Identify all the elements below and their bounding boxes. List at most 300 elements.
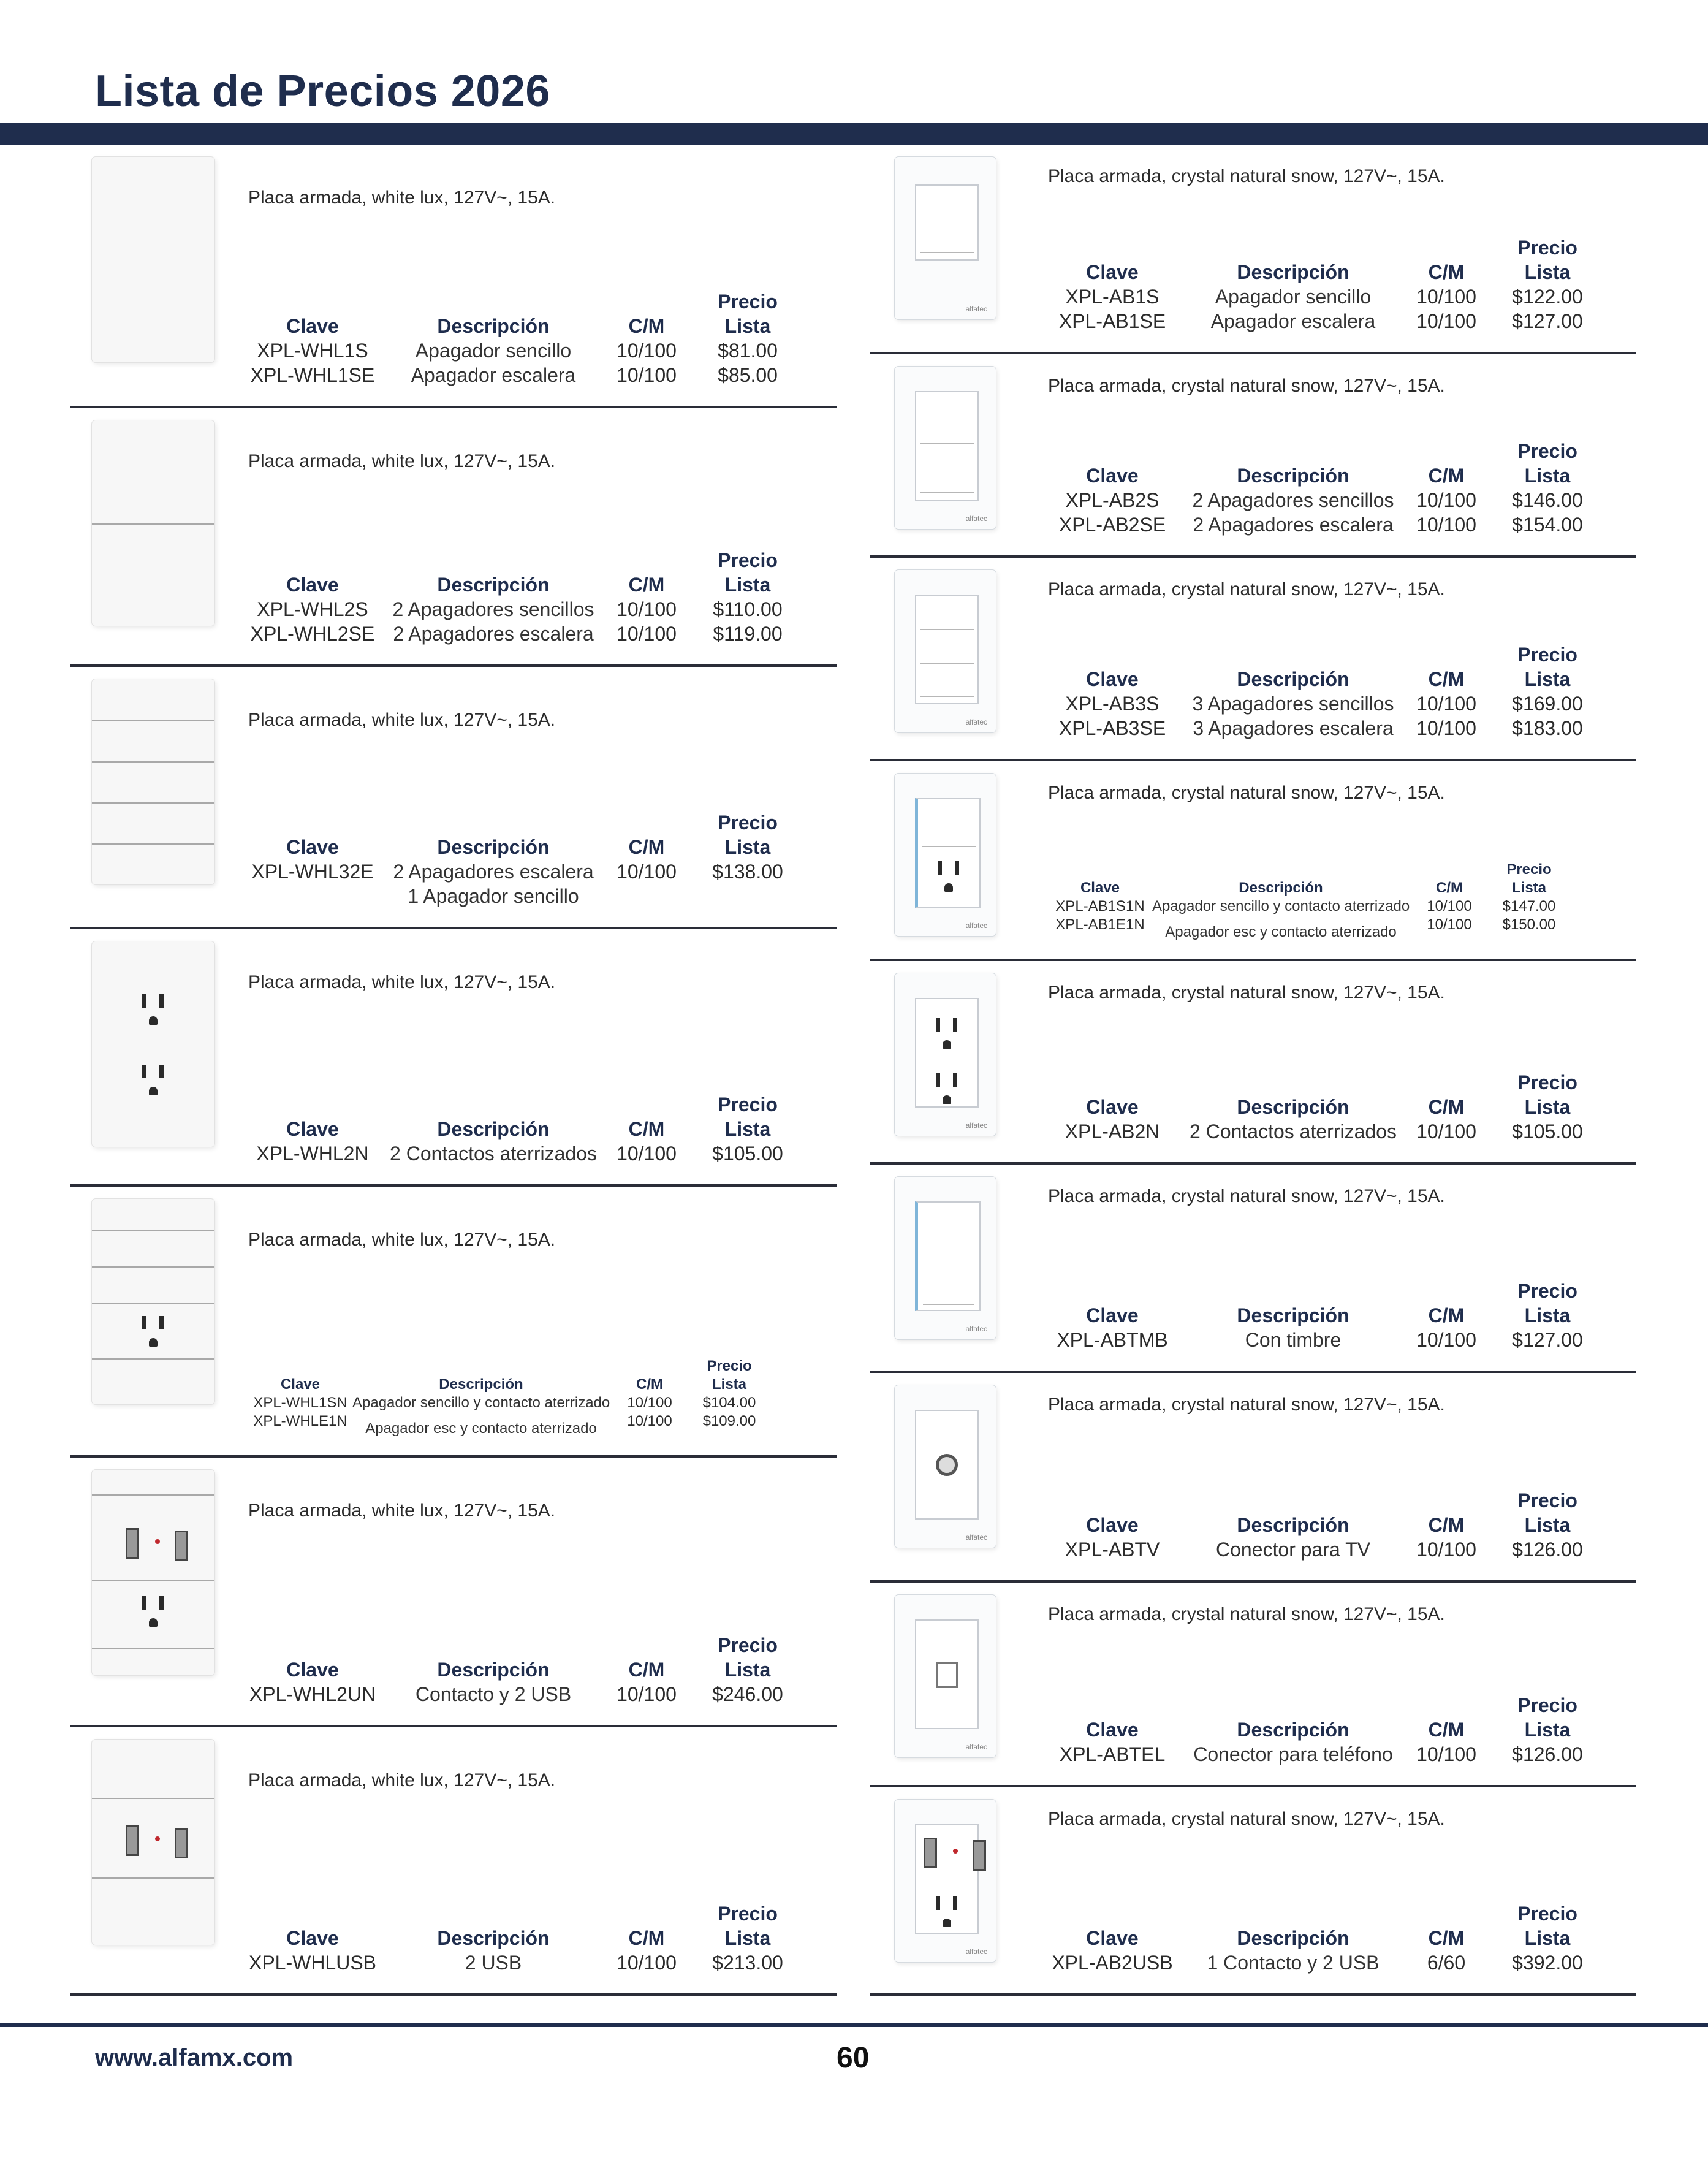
column-header-descripcion: Descripción — [1237, 1927, 1349, 1949]
crystal-doorbell-plate-icon — [895, 1177, 996, 1339]
column-header-descripcion: Descripción — [1237, 465, 1349, 487]
column-header-cm: C/M — [1428, 1514, 1465, 1536]
outlet-slot — [953, 1073, 957, 1087]
outlet-ground-hole — [149, 1618, 158, 1627]
column-header-descripcion: Descripción — [1237, 1304, 1349, 1326]
price-item — [70, 1458, 837, 1727]
table-cell-cm: 10/100 — [1416, 717, 1476, 739]
brand-logo: alfatec — [965, 514, 987, 523]
column-header-clave: Clave — [280, 1376, 321, 1393]
plate-inner-frame — [915, 798, 981, 908]
column-header-precio: Precio — [718, 1634, 778, 1656]
plate-inner-frame — [915, 1824, 979, 1934]
table-cell-cm: 10/100 — [1416, 693, 1476, 715]
table-cell-cm: 10/100 — [1416, 514, 1476, 536]
price-item — [870, 145, 1636, 354]
product-description: Placa armada, crystal natural snow, 127V~, 15A. — [1048, 983, 1445, 1003]
column-header-cm: C/M — [1428, 1927, 1465, 1949]
table-cell-precio: $119.00 — [713, 623, 783, 645]
table-cell-clave: XPL-AB1S — [1065, 286, 1160, 308]
footer-band — [0, 2023, 1708, 2027]
column-header-descripcion: Descripción — [437, 1927, 550, 1949]
column-header-descripcion: Descripción — [1237, 1096, 1349, 1118]
crystal-triple-switch-plate-icon — [895, 570, 996, 732]
column-header-precio: Precio — [1517, 1071, 1577, 1094]
table-cell-cm: 10/100 — [1427, 916, 1472, 933]
price-item — [870, 1165, 1636, 1373]
column-header-cm: C/M — [1436, 880, 1463, 896]
column-header-precio: Precio — [1517, 237, 1577, 259]
table-cell-descripcion: 2 Contactos aterrizados — [390, 1143, 597, 1165]
table-cell-descripcion: Conector para teléfono — [1193, 1743, 1393, 1765]
switch-toggle — [920, 666, 974, 697]
outlet-slot — [159, 1316, 164, 1329]
table-cell-precio: $122.00 — [1512, 286, 1583, 308]
outlet-ground-hole — [149, 1087, 158, 1095]
column-header-descripcion: Descripción — [1237, 1514, 1349, 1536]
switch-toggle — [920, 189, 974, 253]
column-header-descripcion: Descripción — [437, 836, 550, 858]
footer-website-link[interactable]: www.alfamx.com — [95, 2044, 294, 2071]
column-header-descripcion: Descripción — [437, 1118, 550, 1140]
outlet-ground-hole — [944, 883, 953, 892]
table-cell-clave: XPL-AB2S — [1065, 489, 1160, 511]
table-cell-precio: $150.00 — [1502, 916, 1556, 933]
product-description: Placa armada, crystal natural snow, 127V~, 15A. — [1048, 1186, 1445, 1206]
column-header-cm: C/M — [628, 1659, 665, 1681]
column-header-precio: Precio — [707, 1358, 752, 1374]
table-cell-precio: $213.00 — [712, 1952, 783, 1974]
outlet-slot — [953, 1896, 957, 1910]
table-cell-precio: $127.00 — [1512, 1329, 1583, 1351]
table-cell-precio: $81.00 — [718, 340, 778, 362]
table-cell-cm: 6/60 — [1427, 1952, 1466, 1974]
table-cell-clave: XPL-AB1S1N — [1055, 898, 1145, 915]
switch-rocker — [92, 1230, 214, 1231]
column-header-clave: Clave — [1080, 880, 1120, 896]
table-cell-descripcion: 3 Apagadores escalera — [1193, 717, 1394, 739]
column-header-clave: Clave — [286, 836, 339, 858]
table-cell-descripcion: Apagador esc y contacto aterrizado — [365, 1420, 597, 1437]
column-header-cm: C/M — [628, 1118, 665, 1140]
price-item — [70, 1187, 837, 1458]
single-switch-plate-icon — [92, 157, 214, 362]
column-header-lista: Lista — [724, 574, 771, 596]
table-cell-descripcion: 2 Apagadores escalera — [393, 861, 594, 883]
crystal-tv-connector-plate-icon — [895, 1385, 996, 1548]
table-cell-descripcion: Apagador esc y contacto aterrizado — [1165, 924, 1397, 940]
column-header-clave: Clave — [286, 1927, 339, 1949]
outlet-slot — [938, 861, 942, 875]
table-cell-descripcion: 2 Apagadores escalera — [393, 623, 594, 645]
column-header-descripcion: Descripción — [1237, 261, 1349, 283]
table-cell-clave: XPL-AB3SE — [1058, 717, 1166, 739]
column-header-clave: Clave — [1086, 1927, 1139, 1949]
column-header-clave: Clave — [1086, 1514, 1139, 1536]
crystal-duplex-outlet-plate-icon — [895, 973, 996, 1136]
tv-coax-connector-icon — [936, 1454, 958, 1476]
outlet-slot — [142, 1065, 146, 1078]
table-cell-clave: XPL-WHL2SE — [250, 623, 375, 645]
usb-outlet-plate-icon — [92, 1470, 214, 1675]
column-header-cm: C/M — [1428, 1719, 1465, 1741]
table-cell-descripcion: 2 Apagadores sencillos — [1192, 489, 1394, 511]
table-cell-cm: 10/100 — [627, 1394, 672, 1411]
column-header-precio: Precio — [718, 1903, 778, 1925]
page-title: Lista de Precios 2026 — [95, 67, 550, 116]
brand-logo: alfatec — [965, 718, 987, 726]
column-header-precio: Precio — [1517, 1489, 1577, 1512]
outlet-ground-hole — [943, 1040, 951, 1049]
usb-port-icon — [175, 1828, 188, 1858]
led-indicator-icon — [953, 1849, 958, 1854]
phone-jack-icon — [936, 1662, 958, 1688]
brand-logo: alfatec — [965, 921, 987, 930]
outlet-slot — [142, 994, 146, 1008]
switch-toggle — [920, 396, 974, 444]
table-cell-cm: 10/100 — [1416, 1539, 1476, 1561]
column-header-cm: C/M — [636, 1376, 663, 1393]
table-cell-descripcion: 2 Apagadores sencillos — [392, 598, 594, 620]
outlet-receptacle-icon — [928, 1070, 965, 1113]
switch-rocker — [92, 1580, 214, 1581]
column-header-clave: Clave — [1086, 1719, 1139, 1741]
outlet-receptacle-icon — [135, 991, 172, 1033]
column-header-lista: Lista — [1524, 1719, 1571, 1741]
column-header-clave: Clave — [1086, 261, 1139, 283]
price-item — [870, 1373, 1636, 1583]
table-cell-clave: XPL-WHL1SN — [253, 1394, 347, 1411]
column-header-clave: Clave — [1086, 1096, 1139, 1118]
switch-rocker — [92, 843, 214, 845]
crystal-double-switch-plate-icon — [895, 367, 996, 529]
switch-outlet-plate-icon — [92, 1199, 214, 1404]
table-cell-descripcion: 2 Apagadores escalera — [1193, 514, 1394, 536]
price-item — [870, 558, 1636, 761]
plate-inner-frame — [915, 595, 979, 704]
table-cell-precio: $146.00 — [1512, 489, 1583, 511]
table-cell-clave: XPL-AB1SE — [1058, 310, 1166, 332]
product-description: Placa armada, crystal natural snow, 127V~, 15A. — [1048, 579, 1445, 599]
price-item — [870, 354, 1636, 558]
crystal-single-switch-plate-icon — [895, 157, 996, 319]
table-cell-descripcion: 1 Contacto y 2 USB — [1207, 1952, 1380, 1974]
table-cell-descripcion: Apagador sencillo y contacto aterrizado — [352, 1394, 610, 1411]
table-cell-descripcion: Apagador sencillo — [415, 340, 572, 362]
table-cell-clave: XPL-WHL32E — [251, 861, 374, 883]
plate-inner-frame — [915, 1201, 981, 1311]
plate-inner-frame — [915, 184, 979, 261]
item-divider — [70, 1993, 837, 1996]
table-cell-cm: 10/100 — [1416, 1743, 1476, 1765]
product-description: Placa armada, white lux, 127V~, 15A. — [248, 188, 556, 208]
table-cell-clave: XPL-AB2USB — [1052, 1952, 1173, 1974]
outlet-receptacle-icon — [928, 1893, 965, 1936]
column-header-descripcion: Descripción — [1239, 880, 1323, 896]
table-cell-precio: $85.00 — [718, 364, 778, 386]
price-item — [870, 1583, 1636, 1787]
table-cell-clave: XPL-WHL2UN — [249, 1683, 376, 1705]
table-cell-clave: XPL-WHL2S — [257, 598, 368, 620]
crystal-usb-outlet-plate-icon — [895, 1800, 996, 1962]
column-header-cm: C/M — [1428, 1304, 1465, 1326]
page-number: 60 — [837, 2042, 870, 2074]
table-cell-clave: XPL-ABTV — [1065, 1539, 1160, 1561]
table-cell-clave: XPL-AB3S — [1065, 693, 1160, 715]
table-cell-descripcion: 1 Apagador sencillo — [408, 885, 579, 907]
column-header-lista: Lista — [1524, 1927, 1571, 1949]
usb-plate-icon — [92, 1740, 214, 1945]
switch-rocker — [92, 1798, 214, 1799]
column-header-lista: Lista — [1524, 1514, 1571, 1536]
column-header-descripcion: Descripción — [437, 574, 550, 596]
usb-port-icon — [973, 1840, 986, 1871]
switch-toggle — [920, 446, 974, 494]
table-cell-descripcion: Apagador sencillo y contacto aterrizado — [1152, 898, 1410, 915]
table-cell-precio: $110.00 — [713, 598, 783, 620]
outlet-receptacle-icon — [135, 1061, 172, 1104]
table-cell-clave: XPL-ABTEL — [1059, 1743, 1166, 1765]
table-cell-descripcion: Con timbre — [1245, 1329, 1342, 1351]
table-cell-cm: 10/100 — [617, 623, 677, 645]
switch-rocker — [92, 802, 214, 804]
outlet-receptacle-icon — [928, 1014, 965, 1057]
table-cell-clave: XPL-AB1E1N — [1055, 916, 1145, 933]
outlet-slot — [159, 994, 164, 1008]
outlet-slot — [159, 1596, 164, 1610]
table-cell-clave: XPL-WHLE1N — [253, 1413, 347, 1429]
column-header-precio: Precio — [1517, 1903, 1577, 1925]
outlet-ground-hole — [943, 1919, 951, 1927]
switch-rocker — [92, 720, 214, 721]
product-description: Placa armada, crystal natural snow, 127V~, 15A. — [1048, 1809, 1445, 1829]
switch-rocker — [92, 1266, 214, 1268]
column-header-cm: C/M — [1428, 668, 1465, 690]
switch-rocker — [92, 1303, 214, 1304]
duplex-outlet-plate-icon — [92, 941, 214, 1147]
table-cell-clave: XPL-AB2SE — [1058, 514, 1166, 536]
outlet-slot — [142, 1316, 146, 1329]
column-header-precio: Precio — [1517, 1694, 1577, 1716]
table-cell-cm: 10/100 — [617, 598, 677, 620]
usb-port-icon — [924, 1838, 937, 1868]
column-header-lista: Lista — [724, 1659, 771, 1681]
table-cell-cm: 10/100 — [1416, 1120, 1476, 1143]
outlet-slot — [936, 1018, 940, 1032]
switch-rocker — [92, 761, 214, 763]
table-cell-cm: 10/100 — [1416, 286, 1476, 308]
item-divider — [870, 1993, 1636, 1996]
double-switch-plate-icon — [92, 420, 214, 626]
price-item — [70, 667, 837, 929]
outlet-slot — [936, 1896, 940, 1910]
table-cell-descripcion: Apagador escalera — [411, 364, 576, 386]
column-header-lista: Lista — [1524, 668, 1571, 690]
column-header-lista: Lista — [1511, 880, 1546, 896]
table-cell-precio: $138.00 — [712, 861, 783, 883]
table-cell-clave: XPL-WHL2N — [256, 1143, 369, 1165]
column-header-cm: C/M — [1428, 465, 1465, 487]
table-cell-descripcion: Conector para TV — [1216, 1539, 1370, 1561]
column-header-cm: C/M — [628, 574, 665, 596]
price-item — [70, 1727, 837, 1996]
plate-inner-frame — [915, 1410, 979, 1520]
table-cell-cm: 10/100 — [617, 1952, 677, 1974]
outlet-slot — [955, 861, 959, 875]
table-cell-precio: $104.00 — [702, 1394, 756, 1411]
switch-rocker — [92, 1358, 214, 1360]
outlet-ground-hole — [149, 1338, 158, 1347]
outlet-ground-hole — [943, 1095, 951, 1104]
product-description: Placa armada, white lux, 127V~, 15A. — [248, 1500, 556, 1521]
outlet-slot — [936, 1073, 940, 1087]
column-header-precio: Precio — [1517, 644, 1577, 666]
column-header-lista: Lista — [1524, 465, 1571, 487]
column-header-cm: C/M — [628, 315, 665, 337]
table-cell-cm: 10/100 — [617, 1143, 677, 1165]
table-cell-precio: $105.00 — [712, 1143, 783, 1165]
switch-rocker — [92, 1494, 214, 1496]
outlet-ground-hole — [149, 1016, 158, 1025]
table-cell-cm: 10/100 — [627, 1413, 672, 1429]
column-header-descripcion: Descripción — [439, 1376, 523, 1393]
switch-rocker — [92, 1648, 214, 1649]
table-cell-descripcion: 2 Contactos aterrizados — [1190, 1120, 1397, 1143]
column-header-clave: Clave — [286, 574, 339, 596]
table-cell-descripcion: 3 Apagadores sencillos — [1192, 693, 1394, 715]
column-header-clave: Clave — [1086, 465, 1139, 487]
switch-rocker — [92, 1877, 214, 1879]
table-cell-clave: XPL-WHL1SE — [250, 364, 375, 386]
table-cell-clave: XPL-WHLUSB — [248, 1952, 377, 1974]
product-description: Placa armada, white lux, 127V~, 15A. — [248, 972, 556, 992]
brand-logo: alfatec — [965, 1947, 987, 1956]
switch-toggle — [922, 803, 976, 847]
table-cell-precio: $105.00 — [1512, 1120, 1583, 1143]
price-item — [870, 761, 1636, 961]
crystal-phone-connector-plate-icon — [895, 1595, 996, 1757]
table-cell-precio: $392.00 — [1512, 1952, 1583, 1974]
table-cell-precio: $147.00 — [1502, 898, 1556, 915]
led-indicator-icon — [155, 1539, 160, 1544]
price-item — [870, 961, 1636, 1165]
column-header-clave: Clave — [1086, 668, 1139, 690]
usb-port-icon — [175, 1531, 188, 1561]
column-header-precio: Precio — [718, 549, 778, 571]
column-header-cm: C/M — [1428, 261, 1465, 283]
column-header-lista: Lista — [1524, 1096, 1571, 1118]
led-indicator-icon — [155, 1836, 160, 1841]
outlet-receptacle-icon — [135, 1312, 172, 1355]
column-header-precio: Precio — [1517, 440, 1577, 462]
column-header-clave: Clave — [1086, 1304, 1139, 1326]
column-header-precio: Precio — [718, 291, 778, 313]
switch-toggle — [920, 633, 974, 663]
table-cell-precio: $169.00 — [1512, 693, 1583, 715]
product-description: Placa armada, white lux, 127V~, 15A. — [248, 1230, 556, 1250]
table-cell-precio: $109.00 — [702, 1413, 756, 1429]
table-cell-cm: 10/100 — [1427, 898, 1472, 915]
column-header-lista: Lista — [1524, 1304, 1571, 1326]
product-description: Placa armada, crystal natural snow, 127V~, 15A. — [1048, 1394, 1445, 1415]
product-description: Placa armada, crystal natural snow, 127V~, 15A. — [1048, 1604, 1445, 1624]
table-cell-cm: 10/100 — [617, 1683, 677, 1705]
usb-port-icon — [126, 1528, 139, 1559]
column-header-descripcion: Descripción — [437, 1659, 550, 1681]
column-header-precio: Precio — [718, 812, 778, 834]
switch-toggle — [920, 599, 974, 630]
table-cell-precio: $154.00 — [1512, 514, 1583, 536]
product-description: Placa armada, crystal natural snow, 127V~, 15A. — [1048, 376, 1445, 396]
column-header-clave: Clave — [286, 1659, 339, 1681]
header-band — [0, 123, 1708, 145]
outlet-slot — [142, 1596, 146, 1610]
table-cell-descripcion: Contacto y 2 USB — [415, 1683, 572, 1705]
table-cell-precio: $183.00 — [1512, 717, 1583, 739]
table-cell-precio: $246.00 — [712, 1683, 783, 1705]
column-header-clave: Clave — [286, 1118, 339, 1140]
column-header-cm: C/M — [628, 1927, 665, 1949]
column-header-lista: Lista — [724, 836, 771, 858]
table-cell-clave: XPL-ABTMB — [1057, 1329, 1168, 1351]
column-header-descripcion: Descripción — [1237, 668, 1349, 690]
column-header-descripcion: Descripción — [1237, 1719, 1349, 1741]
column-header-precio: Precio — [718, 1094, 778, 1116]
column-header-descripcion: Descripción — [437, 315, 550, 337]
table-cell-cm: 10/100 — [617, 861, 677, 883]
switch-rocker — [92, 523, 214, 525]
brand-logo: alfatec — [965, 1325, 987, 1333]
crystal-switch-outlet-plate-icon — [895, 774, 996, 936]
column-header-cm: C/M — [628, 836, 665, 858]
plate-inner-frame — [915, 1619, 979, 1729]
price-item — [870, 1787, 1636, 1996]
outlet-receptacle-icon — [930, 858, 967, 900]
column-header-cm: C/M — [1428, 1096, 1465, 1118]
column-header-lista: Lista — [724, 1118, 771, 1140]
column-header-lista: Lista — [724, 1927, 771, 1949]
table-cell-clave: XPL-WHL1S — [257, 340, 368, 362]
column-header-precio: Precio — [1517, 1280, 1577, 1302]
column-header-lista: Lista — [1524, 261, 1571, 283]
table-cell-cm: 10/100 — [1416, 489, 1476, 511]
brand-logo: alfatec — [965, 305, 987, 313]
product-description: Placa armada, crystal natural snow, 127V~, 15A. — [1048, 783, 1445, 803]
brand-logo: alfatec — [965, 1121, 987, 1130]
column-header-clave: Clave — [286, 315, 339, 337]
table-cell-cm: 10/100 — [1416, 1329, 1476, 1351]
plate-inner-frame — [915, 391, 979, 501]
table-cell-precio: $126.00 — [1512, 1743, 1583, 1765]
table-cell-clave: XPL-AB2N — [1065, 1120, 1160, 1143]
table-cell-descripcion: Apagador sencillo — [1215, 286, 1372, 308]
outlet-slot — [159, 1065, 164, 1078]
column-header-lista: Lista — [724, 315, 771, 337]
table-cell-cm: 10/100 — [617, 340, 677, 362]
table-cell-cm: 10/100 — [1416, 310, 1476, 332]
brand-logo: alfatec — [965, 1533, 987, 1542]
table-cell-descripcion: Apagador escalera — [1210, 310, 1376, 332]
table-cell-precio: $126.00 — [1512, 1539, 1583, 1561]
plate-inner-frame — [915, 998, 979, 1108]
product-description: Placa armada, white lux, 127V~, 15A. — [248, 451, 556, 471]
table-cell-precio: $127.00 — [1512, 310, 1583, 332]
column-header-lista: Lista — [712, 1376, 746, 1393]
product-description: Placa armada, crystal natural snow, 127V~, 15A. — [1048, 166, 1445, 186]
price-item — [70, 145, 837, 408]
table-cell-cm: 10/100 — [617, 364, 677, 386]
product-description: Placa armada, white lux, 127V~, 15A. — [248, 1770, 556, 1790]
